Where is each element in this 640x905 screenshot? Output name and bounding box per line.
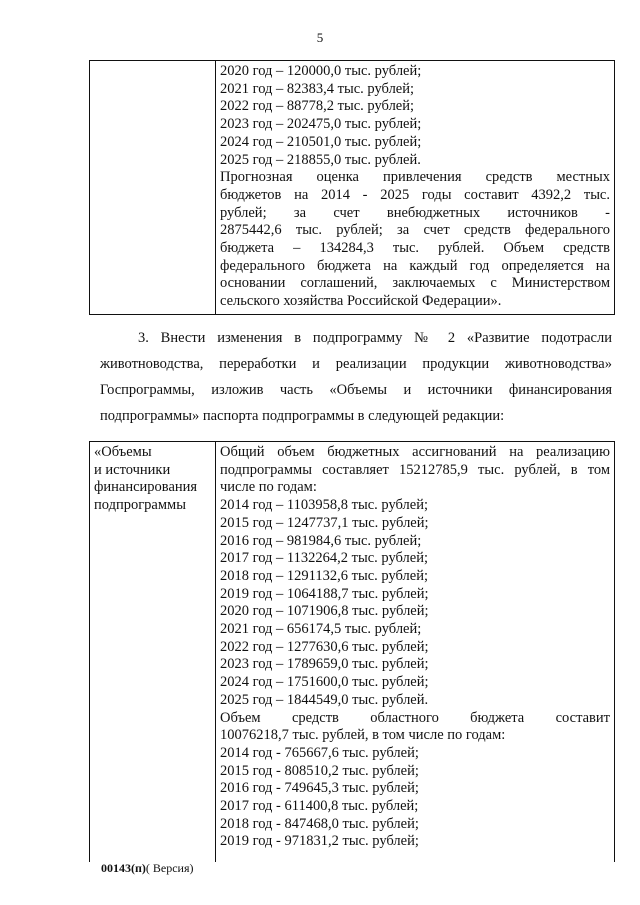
total-year-line: 2014 год – 1103958,8 тыс. рублей; xyxy=(220,497,428,514)
table2-right-cell xyxy=(216,442,615,863)
regional-year-line: 2018 год - 847468,0 тыс. рублей; xyxy=(220,815,419,832)
total-year-line: 2024 год – 1751600,0 тыс. рублей; xyxy=(220,674,429,691)
regional-intro-line: 10076218,7 тыс. рублей, в том числе по годам: xyxy=(220,727,506,744)
total-intro-line: подпрограммы составляет 15212785,9 тыс. рублей, в том xyxy=(220,461,610,478)
regional-year-line: 2014 год - 765667,6 тыс. рублей; xyxy=(220,744,419,761)
regional-year-line: 2016 год - 749645,3 тыс. рублей; xyxy=(220,780,419,797)
regional-year-line: 2019 год - 971831,2 тыс. рублей; xyxy=(220,833,419,850)
table1-left-cell xyxy=(90,61,216,315)
forecast-line: федерального бюджета на каждый год определяется на xyxy=(220,257,610,274)
total-year-line: 2019 год – 1064188,7 тыс. рублей; xyxy=(220,585,429,602)
total-year-line: 2015 год – 1247737,1 тыс. рублей; xyxy=(220,514,429,531)
total-year-line: 2022 год – 1277630,6 тыс. рублей; xyxy=(220,638,429,655)
funding-table-continued xyxy=(89,60,615,315)
total-intro-line: числе по годам: xyxy=(220,479,317,496)
year-line: 2021 год – 82383,4 тыс. рублей; xyxy=(220,80,415,97)
funding-label: и источники xyxy=(94,461,171,478)
year-line: 2025 год – 218855,0 тыс. рублей. xyxy=(220,151,421,168)
page-number: 5 xyxy=(316,30,324,45)
table2-left-cell xyxy=(90,442,216,863)
forecast-line: 2875442,6 тыс. рублей; за счет средств федерального xyxy=(220,222,610,239)
table1-right-cell xyxy=(216,61,615,315)
regional-intro-line: Объем средств областного бюджета составит xyxy=(220,709,610,726)
total-year-line: 2025 год – 1844549,0 тыс. рублей. xyxy=(220,691,429,708)
year-line: 2024 год – 210501,0 тыс. рублей; xyxy=(220,133,422,150)
year-line: 2023 год – 202475,0 тыс. рублей; xyxy=(220,116,422,133)
regional-year-line: 2017 год - 611400,8 тыс. рублей; xyxy=(220,798,419,815)
document-version: ( Версия) xyxy=(145,861,194,875)
regional-year-line: 2015 год - 808510,2 тыс. рублей; xyxy=(220,762,419,779)
year-line: 2022 год – 88778,2 тыс. рублей; xyxy=(220,98,415,115)
amendment-paragraph xyxy=(100,325,612,429)
total-year-line: 2018 год – 1291132,6 тыс. рублей; xyxy=(220,567,428,584)
total-year-line: 2021 год – 656174,5 тыс. рублей; xyxy=(220,621,422,638)
forecast-line: бюджета – 134284,3 тыс. рублей. Объем средств xyxy=(220,240,610,257)
subprogram-funding-table xyxy=(89,441,615,862)
document-footer xyxy=(101,861,194,876)
document-code: 00143(п) xyxy=(101,861,146,875)
funding-label: «Объемы xyxy=(94,444,152,460)
total-intro-line: Общий объем бюджетных ассигнований на реализацию xyxy=(220,444,610,460)
forecast-line: бюджетов на 2014 - 2025 годы составит 4392,2 тыс. xyxy=(220,186,610,203)
forecast-line: сельского хозяйства Российской Федерации». xyxy=(220,293,502,310)
year-line: 2020 год – 120000,0 тыс. рублей; xyxy=(220,63,422,79)
paragraph-line: Госпрограммы, изложив часть «Объемы и источники финансирования xyxy=(100,382,612,398)
funding-label: подпрограммы xyxy=(94,497,186,514)
total-year-line: 2020 год – 1071906,8 тыс. рублей; xyxy=(220,603,429,620)
forecast-line: Прогнозная оценка привлечения средств местных xyxy=(220,169,610,186)
total-year-line: 2017 год – 1132264,2 тыс. рублей; xyxy=(220,550,428,567)
total-year-line: 2023 год – 1789659,0 тыс. рублей; xyxy=(220,656,429,673)
paragraph-line: подпрограммы» паспорта подпрограммы в следующей редакции: xyxy=(100,408,505,424)
paragraph-line: животноводства, переработки и реализации продукции животноводства» xyxy=(100,356,612,372)
paragraph-line: 3. Внести изменения в подпрограмму № 2 «Развитие подотрасли xyxy=(138,330,612,346)
funding-label: финансирования xyxy=(94,479,198,496)
forecast-line: рублей; за счет внебюджетных источников - xyxy=(220,204,610,221)
forecast-line: основании соглашений, заключаемых с Министерством xyxy=(220,275,610,292)
total-year-line: 2016 год – 981984,6 тыс. рублей; xyxy=(220,532,422,549)
